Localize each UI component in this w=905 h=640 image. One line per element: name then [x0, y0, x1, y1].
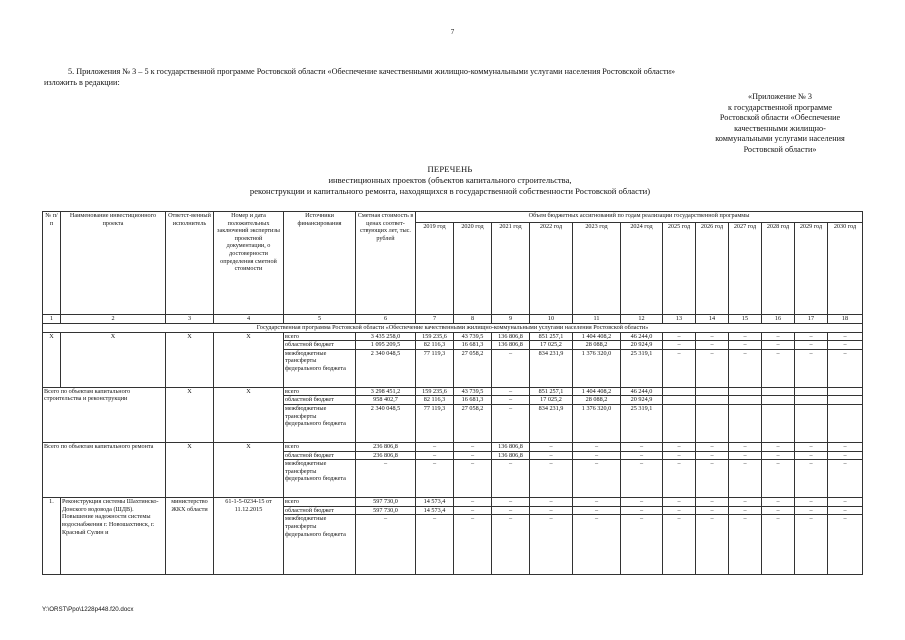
year-allocation: –	[621, 515, 663, 575]
year-allocation: –	[454, 506, 492, 515]
year-allocation: 16 681,3	[454, 396, 492, 405]
year-allocation	[696, 404, 729, 442]
intro-paragraph	[44, 66, 864, 88]
estimated-cost: 236 806,8	[356, 442, 416, 451]
year-allocation: –	[696, 332, 729, 341]
column-number: 11	[573, 315, 621, 324]
column-number: 7	[416, 315, 454, 324]
year-allocation: 20 924,9	[621, 396, 663, 405]
funding-source: всего	[284, 332, 356, 341]
header-source: Источники финансирования	[284, 212, 356, 315]
year-allocation: 16 681,3	[454, 341, 492, 350]
table-row	[43, 442, 863, 451]
year-allocation: 1 404 408,2	[573, 332, 621, 341]
year-allocation: 159 235,6	[416, 332, 454, 341]
funding-source: межбюджетные трансферты федерального бюджета	[284, 515, 356, 575]
estimated-cost: 236 806,8	[356, 451, 416, 460]
header-volume: Объем бюджетных ассигнований по годам реализации государственной программы	[416, 212, 863, 223]
project-number: 1.	[43, 498, 61, 575]
year-allocation: –	[828, 460, 863, 498]
year-allocation: –	[663, 349, 696, 387]
year-allocation	[828, 387, 863, 396]
year-allocation: –	[729, 506, 762, 515]
header-expert: Номер и дата положительных заключений экспертизы проектной документации, о достоверности определения сметной стоимости	[214, 212, 284, 315]
year-allocation: –	[454, 460, 492, 498]
table-row	[43, 387, 863, 396]
year-allocation: –	[795, 442, 828, 451]
header-year: 2020 год	[454, 223, 492, 315]
year-allocation: –	[663, 498, 696, 507]
year-allocation: 46 244,0	[621, 387, 663, 396]
column-number: 15	[729, 315, 762, 324]
year-allocation: –	[530, 506, 573, 515]
year-allocation: 25 319,1	[621, 404, 663, 442]
year-allocation: –	[573, 451, 621, 460]
year-allocation	[795, 387, 828, 396]
header-year: 2027 год	[729, 223, 762, 315]
year-allocation: 834 231,9	[530, 404, 573, 442]
column-number: 4	[214, 315, 284, 324]
funding-source: межбюджетные трансферты федерального бюджета	[284, 349, 356, 387]
appendix-line: коммунальными услугами населения	[715, 134, 845, 144]
year-allocation: –	[492, 404, 530, 442]
year-allocation: –	[663, 451, 696, 460]
year-allocation: –	[416, 442, 454, 451]
column-number: 14	[696, 315, 729, 324]
year-allocation: –	[696, 498, 729, 507]
year-allocation	[729, 396, 762, 405]
year-allocation: –	[795, 515, 828, 575]
year-allocation: 82 116,3	[416, 396, 454, 405]
year-allocation	[696, 396, 729, 405]
estimated-cost: 2 340 048,5	[356, 404, 416, 442]
year-allocation: –	[573, 442, 621, 451]
estimated-cost: 958 402,7	[356, 396, 416, 405]
column-number: 12	[621, 315, 663, 324]
year-allocation: –	[492, 387, 530, 396]
year-allocation	[762, 396, 795, 405]
year-allocation: –	[492, 460, 530, 498]
year-allocation: –	[621, 460, 663, 498]
year-allocation: 25 319,1	[621, 349, 663, 387]
year-allocation: –	[762, 349, 795, 387]
year-allocation: –	[492, 506, 530, 515]
year-allocation: 77 119,3	[416, 349, 454, 387]
year-allocation	[729, 404, 762, 442]
header-year: 2019 год	[416, 223, 454, 315]
year-allocation: –	[454, 515, 492, 575]
funding-source: областной бюджет	[284, 506, 356, 515]
column-number: 1	[43, 315, 61, 324]
year-allocation: 136 806,8	[492, 442, 530, 451]
year-allocation: –	[621, 506, 663, 515]
year-allocation: –	[828, 332, 863, 341]
year-allocation: –	[762, 332, 795, 341]
year-allocation: 27 058,2	[454, 404, 492, 442]
year-allocation: –	[492, 349, 530, 387]
year-allocation: 851 257,1	[530, 332, 573, 341]
table-row	[43, 332, 863, 341]
year-allocation: –	[696, 506, 729, 515]
year-allocation: –	[729, 341, 762, 350]
year-allocation: –	[828, 442, 863, 451]
estimated-cost: 2 340 048,5	[356, 349, 416, 387]
year-allocation: –	[795, 506, 828, 515]
year-allocation	[729, 387, 762, 396]
year-allocation: –	[621, 442, 663, 451]
year-allocation: 46 244,0	[621, 332, 663, 341]
year-allocation: –	[663, 460, 696, 498]
year-allocation: 136 806,8	[492, 341, 530, 350]
year-allocation	[828, 396, 863, 405]
year-allocation: –	[696, 341, 729, 350]
group-total-name: Всего по объектам капитального ремонта	[43, 442, 166, 497]
year-allocation: –	[454, 498, 492, 507]
year-allocation: –	[762, 341, 795, 350]
year-allocation: 43 739,5	[454, 332, 492, 341]
year-allocation: 27 058,2	[454, 349, 492, 387]
year-allocation: 28 088,2	[573, 341, 621, 350]
year-allocation: 1 376 320,0	[573, 349, 621, 387]
column-number: 3	[166, 315, 214, 324]
header-year: 2029 год	[795, 223, 828, 315]
year-allocation: –	[828, 341, 863, 350]
column-number: 18	[828, 315, 863, 324]
year-allocation: –	[416, 515, 454, 575]
header-num: № п/п	[43, 212, 61, 315]
year-allocation	[828, 404, 863, 442]
year-allocation: –	[621, 498, 663, 507]
year-allocation: –	[492, 515, 530, 575]
year-allocation: –	[530, 498, 573, 507]
intro-line-2: изложить в редакции:	[44, 78, 120, 87]
year-allocation: –	[828, 349, 863, 387]
year-allocation: –	[795, 460, 828, 498]
header-year: 2030 год	[828, 223, 863, 315]
year-allocation: –	[795, 498, 828, 507]
estimated-cost: 3 435 258,0	[356, 332, 416, 341]
year-allocation: 82 116,3	[416, 341, 454, 350]
year-allocation	[762, 387, 795, 396]
header-year: 2026 год	[696, 223, 729, 315]
project-name: Х	[61, 332, 166, 387]
year-allocation: –	[729, 349, 762, 387]
year-allocation: –	[454, 451, 492, 460]
year-allocation: –	[729, 460, 762, 498]
funding-source: областной бюджет	[284, 341, 356, 350]
header-name: Наименование инвестиционного проекта	[61, 212, 166, 315]
year-allocation: 20 924,9	[621, 341, 663, 350]
year-allocation: –	[621, 451, 663, 460]
header-year: 2021 год	[492, 223, 530, 315]
year-allocation: –	[416, 451, 454, 460]
year-allocation: –	[828, 451, 863, 460]
year-allocation: –	[573, 506, 621, 515]
header-cost: Сметная стоимость в ценах соответ-ствующих лет, тыс. рублей	[356, 212, 416, 315]
year-allocation: 1 376 320,0	[573, 404, 621, 442]
year-allocation: –	[492, 396, 530, 405]
column-number: 5	[284, 315, 356, 324]
year-allocation: –	[795, 451, 828, 460]
header-year: 2025 год	[663, 223, 696, 315]
year-allocation: –	[762, 442, 795, 451]
year-allocation: –	[729, 498, 762, 507]
year-allocation: –	[530, 451, 573, 460]
year-allocation: –	[573, 515, 621, 575]
funding-source: областной бюджет	[284, 396, 356, 405]
year-allocation: –	[530, 460, 573, 498]
year-allocation: –	[530, 442, 573, 451]
year-allocation: 17 025,2	[530, 396, 573, 405]
year-allocation: –	[573, 460, 621, 498]
year-allocation: –	[762, 460, 795, 498]
estimated-cost: 1 095 209,5	[356, 341, 416, 350]
estimated-cost: 597 730,0	[356, 506, 416, 515]
responsible-executor: Х	[166, 387, 214, 442]
year-allocation: –	[416, 460, 454, 498]
year-allocation: 14 573,4	[416, 498, 454, 507]
year-allocation	[663, 387, 696, 396]
year-allocation: –	[663, 341, 696, 350]
year-allocation: –	[696, 460, 729, 498]
year-allocation: –	[454, 442, 492, 451]
year-allocation: –	[729, 515, 762, 575]
table-row	[43, 498, 863, 507]
header-year: 2028 год	[762, 223, 795, 315]
year-allocation: 77 119,3	[416, 404, 454, 442]
responsible-executor: министерство ЖКХ области	[166, 498, 214, 575]
column-number: 9	[492, 315, 530, 324]
funding-source: всего	[284, 498, 356, 507]
year-allocation: –	[795, 332, 828, 341]
header-year: 2022 год	[530, 223, 573, 315]
year-allocation: –	[492, 498, 530, 507]
column-number: 13	[663, 315, 696, 324]
expertise-conclusion: 61-1-5-0234-15 от 11.12.2015	[214, 498, 284, 575]
appendix-line: Ростовской области»	[743, 144, 817, 154]
year-allocation: –	[530, 515, 573, 575]
estimated-cost: –	[356, 460, 416, 498]
column-number: 10	[530, 315, 573, 324]
estimated-cost: 597 730,0	[356, 498, 416, 507]
year-allocation: –	[696, 515, 729, 575]
page-number: 7	[450, 28, 455, 36]
year-allocation: –	[729, 451, 762, 460]
group-total-name: Всего по объектам капитального строительства и реконструкции	[43, 387, 166, 442]
year-allocation	[696, 387, 729, 396]
project-number: Х	[43, 332, 61, 387]
appendix-line: «Приложение № 3	[747, 92, 813, 101]
year-allocation: 834 231,9	[530, 349, 573, 387]
year-allocation: –	[729, 442, 762, 451]
header-exec: Ответст-венный исполнитель	[166, 212, 214, 315]
appendix-line: качественными жилищно-	[734, 123, 826, 133]
program-row: Государственная программа Ростовской области «Обеспечение качественными жилищно-коммунальными услугами населения Ростовской области»	[43, 324, 863, 333]
year-allocation: –	[762, 498, 795, 507]
column-number: 6	[356, 315, 416, 324]
column-number: 2	[61, 315, 166, 324]
column-number: 17	[795, 315, 828, 324]
year-allocation: –	[795, 341, 828, 350]
estimated-cost: –	[356, 515, 416, 575]
title-line-1: ПЕРЕЧЕНЬ	[427, 164, 473, 174]
year-allocation	[762, 404, 795, 442]
year-allocation: 1 404 408,2	[573, 387, 621, 396]
expertise-conclusion: Х	[214, 387, 284, 442]
funding-source: всего	[284, 442, 356, 451]
year-allocation: –	[663, 332, 696, 341]
year-allocation: –	[696, 349, 729, 387]
year-allocation: –	[762, 506, 795, 515]
responsible-executor: Х	[166, 332, 214, 387]
year-allocation: –	[729, 332, 762, 341]
year-allocation: 851 257,1	[530, 387, 573, 396]
funding-source: межбюджетные трансферты федерального бюджета	[284, 404, 356, 442]
year-allocation: –	[828, 498, 863, 507]
expertise-conclusion: Х	[214, 442, 284, 497]
year-allocation: 136 806,8	[492, 332, 530, 341]
title-line-2: инвестиционных проектов (объектов капитального строительства,	[328, 175, 572, 185]
column-number: 8	[454, 315, 492, 324]
year-allocation: 159 235,6	[416, 387, 454, 396]
file-path-footer: Y:\ORST\Ppo\1228p448.f20.docx	[42, 606, 134, 613]
year-allocation: –	[696, 442, 729, 451]
funding-source: всего	[284, 387, 356, 396]
column-number: 16	[762, 315, 795, 324]
year-allocation	[795, 396, 828, 405]
year-allocation: –	[828, 515, 863, 575]
year-allocation: –	[663, 515, 696, 575]
year-allocation	[663, 404, 696, 442]
column-number-row	[43, 315, 863, 324]
project-name: Реконструкция системы Шахтинско-Донского водовода (ШДВ). Повышение надежности системы водоснабжения г. Новошахтинск, г. Красный Сулин и	[61, 498, 166, 575]
appendix-header	[680, 92, 880, 156]
estimated-cost: 3 298 451,2	[356, 387, 416, 396]
year-allocation: –	[795, 349, 828, 387]
header-year: 2023 год	[573, 223, 621, 315]
intro-line-1: 5. Приложения № 3 – 5 к государственной программе Ростовской области «Обеспечение качественными жилищно-коммунальными услугами населения Ростовской области»	[68, 67, 676, 76]
year-allocation: –	[696, 451, 729, 460]
year-allocation: 43 739,5	[454, 387, 492, 396]
responsible-executor: Х	[166, 442, 214, 497]
funding-source: межбюджетные трансферты федерального бюджета	[284, 460, 356, 498]
year-allocation: 28 088,2	[573, 396, 621, 405]
year-allocation: –	[573, 498, 621, 507]
year-allocation: –	[828, 506, 863, 515]
year-allocation: 17 025,2	[530, 341, 573, 350]
title-line-3: реконструкции и капитального ремонта, находящихся в государственной собственности Ростовской области)	[249, 186, 651, 196]
year-allocation	[663, 396, 696, 405]
year-allocation: –	[663, 506, 696, 515]
year-allocation	[795, 404, 828, 442]
year-allocation: –	[663, 442, 696, 451]
appendix-line: к государственной программе	[727, 102, 833, 112]
document-title	[150, 164, 750, 197]
funding-source: областной бюджет	[284, 451, 356, 460]
year-allocation: –	[762, 515, 795, 575]
year-allocation: 14 573,4	[416, 506, 454, 515]
year-allocation: –	[762, 451, 795, 460]
year-allocation: 136 806,8	[492, 451, 530, 460]
header-year: 2024 год	[621, 223, 663, 315]
expertise-conclusion: Х	[214, 332, 284, 387]
appendix-line: Ростовской области «Обеспечение	[719, 113, 841, 123]
projects-table	[42, 211, 863, 575]
